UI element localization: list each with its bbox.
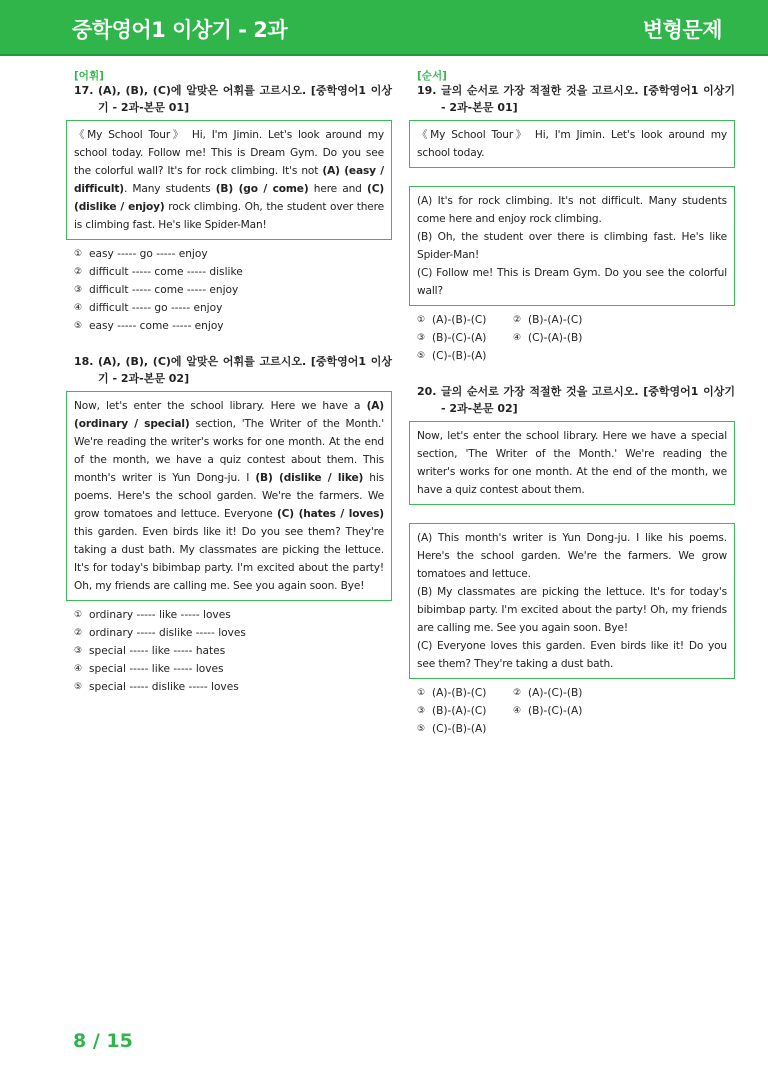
- order-segment-b: (B) My classmates are picking the lettuce. It's for today's bibimbap party. I'm excited about the party! Oh, my friends are calling me. See you again soon. Bye!: [417, 586, 727, 634]
- choice-number: ③: [74, 646, 83, 656]
- section-tag-order: [순서]: [417, 70, 447, 82]
- choice-number: ③: [74, 285, 83, 295]
- choice-text: (A)-(B)-(C): [432, 314, 487, 326]
- choices-17: [74, 245, 392, 335]
- choice-text: special ----- like ----- hates: [89, 645, 226, 657]
- choice-text: (C)-(A)-(B): [528, 332, 583, 344]
- intro-text: Now, let's enter the school library. Here we have a special section, 'The Writer of the Month.' We're reading the writer's works for one month. At the end of the month, we have a quiz contest about them.: [417, 430, 727, 496]
- choice-text: (B)-(C)-(A): [528, 705, 583, 717]
- choice-5[interactable]: [417, 347, 513, 365]
- question-text: (A), (B), (C)에 알맞은 어휘를 고르시오. [중학영어1 이상기 - 2과-본문 02]: [98, 355, 392, 385]
- choice-3[interactable]: [417, 702, 513, 720]
- choice-number: ①: [417, 688, 426, 698]
- choice-number: ③: [417, 333, 426, 343]
- choice-5[interactable]: [74, 317, 392, 335]
- question-number: 19.: [417, 84, 437, 97]
- order-box-19: [409, 186, 735, 306]
- choice-number: ①: [74, 610, 83, 620]
- passage-text: Now, let's enter the school library. Here we have a: [74, 400, 367, 412]
- choice-text: (C)-(B)-(A): [432, 723, 487, 735]
- right-column: [409, 68, 735, 738]
- choice-number: ②: [74, 628, 83, 638]
- question-text: 글의 순서로 가장 적절한 것을 고르시오. [중학영어1 이상기 - 2과-본문 01]: [441, 84, 735, 114]
- choice-number: ②: [513, 688, 522, 698]
- choice-4[interactable]: [74, 299, 392, 317]
- question-19-header: [409, 82, 735, 116]
- choice-text: difficult ----- go ----- enjoy: [89, 302, 223, 314]
- order-segment-b: (B) Oh, the student over there is climbing fast. He's like Spider-Man!: [417, 231, 727, 261]
- choice-4[interactable]: [74, 660, 392, 678]
- choice-number: ②: [513, 315, 522, 325]
- order-segment-c: (C) Follow me! This is Dream Gym. Do you see the colorful wall?: [417, 267, 727, 297]
- choice-1[interactable]: [417, 684, 513, 702]
- question-number: 17.: [74, 84, 94, 97]
- choice-5[interactable]: [417, 720, 513, 738]
- choice-3[interactable]: [417, 329, 513, 347]
- choices-19: [417, 311, 735, 365]
- choice-text: easy ----- go ----- enjoy: [89, 248, 208, 260]
- choice-number: ⑤: [74, 682, 83, 692]
- question-text: (A), (B), (C)에 알맞은 어휘를 고르시오. [중학영어1 이상기 - 2과-본문 01]: [98, 84, 392, 114]
- choice-3[interactable]: [74, 642, 392, 660]
- section-tag-vocab: [어휘]: [74, 70, 104, 82]
- question-20-header: [409, 383, 735, 417]
- choice-number: ①: [74, 249, 83, 259]
- intro-box-20: [409, 421, 735, 505]
- order-box-20: [409, 523, 735, 679]
- blank-b: (B) (dislike / like): [255, 472, 364, 484]
- page-title: 중학영어1 이상기 - 2과: [72, 18, 288, 42]
- worksheet-type: 변형문제: [642, 18, 722, 42]
- passage-text: . Many students: [123, 183, 216, 195]
- choice-2[interactable]: [513, 684, 609, 702]
- left-column: [66, 68, 392, 696]
- choice-3[interactable]: [74, 281, 392, 299]
- passage-box-18: [66, 391, 392, 601]
- choice-1[interactable]: [417, 311, 513, 329]
- passage-text: section, 'The Writer of the Month.' We're reading the writer's works for one month. At the end of the month, we have a quiz contest about them. This month's writer is Yun Dong-ju. I: [74, 418, 384, 484]
- choice-2[interactable]: [513, 311, 609, 329]
- order-segment-a: (A) It's for rock climbing. It's not difficult. Many students come here and enjoy rock climbing.: [417, 195, 727, 225]
- question-number: 18.: [74, 355, 94, 368]
- choice-number: ⑤: [417, 351, 426, 361]
- question-text: 글의 순서로 가장 적절한 것을 고르시오. [중학영어1 이상기 - 2과-본문 02]: [441, 385, 735, 415]
- choice-text: (B)-(A)-(C): [528, 314, 583, 326]
- passage-box-17: [66, 120, 392, 240]
- blank-a: (A) (easy / difficult): [74, 165, 385, 195]
- choice-text: ordinary ----- dislike ----- loves: [89, 627, 246, 639]
- choice-text: special ----- like ----- loves: [89, 663, 224, 675]
- choice-number: ①: [417, 315, 426, 325]
- choice-number: ④: [513, 706, 522, 716]
- choice-number: ④: [513, 333, 522, 343]
- choice-text: easy ----- come ----- enjoy: [89, 320, 224, 332]
- order-segment-a: (A) This month's writer is Yun Dong-ju. I like his poems. Here's the school garden. We're the farmers. We grow tomatoes and lettuce.: [417, 532, 727, 580]
- blank-c: (C) (hates / loves): [276, 508, 384, 520]
- choice-text: (A)-(C)-(B): [528, 687, 583, 699]
- choice-text: difficult ----- come ----- enjoy: [89, 284, 239, 296]
- choice-2[interactable]: [74, 624, 392, 642]
- question-17-header: [66, 82, 392, 116]
- choice-text: ordinary ----- like ----- loves: [89, 609, 231, 621]
- passage-text: his poems. Here's the school garden. We're the farmers. We grow tomatoes and lettuce. Everyone: [74, 472, 384, 520]
- intro-text: 《My School Tour》 Hi, I'm Jimin. Let's look around my school today.: [417, 129, 727, 159]
- choices-18: [74, 606, 392, 696]
- page-header: [0, 0, 768, 56]
- choice-5[interactable]: [74, 678, 392, 696]
- blank-a: (A) (ordinary / special): [74, 400, 384, 430]
- passage-text: this garden. Even birds like it! Do you see them? They're taking a dust bath. My classmates are picking the lettuce. It's for today's bibimbap party. I'm excited about the party! Oh, my friends are calling me. See you again soon. Bye!: [74, 526, 384, 592]
- choice-2[interactable]: [74, 263, 392, 281]
- choice-4[interactable]: [513, 702, 609, 720]
- passage-text: rock climbing. Oh, the student over there is climbing fast. He's like Spider-Man!: [74, 201, 385, 231]
- choice-text: (B)-(A)-(C): [432, 705, 487, 717]
- choice-text: (C)-(B)-(A): [432, 350, 487, 362]
- blank-b: (B) (go / come): [215, 183, 309, 195]
- choice-number: ④: [74, 303, 83, 313]
- choice-number: ⑤: [417, 724, 426, 734]
- choice-4[interactable]: [513, 329, 609, 347]
- choice-number: ③: [417, 706, 426, 716]
- choice-text: difficult ----- come ----- dislike: [89, 266, 243, 278]
- choice-number: ⑤: [74, 321, 83, 331]
- blank-c: (C) (dislike / enjoy): [74, 183, 385, 213]
- choice-text: (A)-(B)-(C): [432, 687, 487, 699]
- choice-1[interactable]: [74, 245, 392, 263]
- page-number: 8 / 15: [73, 1030, 133, 1052]
- question-18-header: [66, 353, 392, 387]
- choice-1[interactable]: [74, 606, 392, 624]
- choice-number: ②: [74, 267, 83, 277]
- choice-text: special ----- dislike ----- loves: [89, 681, 239, 693]
- intro-box-19: [409, 120, 735, 168]
- choice-number: ④: [74, 664, 83, 674]
- passage-text: here and: [308, 183, 367, 195]
- choice-text: (B)-(C)-(A): [432, 332, 487, 344]
- question-number: 20.: [417, 385, 437, 398]
- order-segment-c: (C) Everyone loves this garden. Even birds like it! Do you see them? They're taking a dust bath.: [417, 640, 727, 670]
- choices-20: [417, 684, 735, 738]
- passage-text: 《My School Tour》 Hi, I'm Jimin. Let's look around my school today. Follow me! This is Dream Gym. Do you see the colorful wall? It's for rock climbing. It's not: [74, 129, 384, 177]
